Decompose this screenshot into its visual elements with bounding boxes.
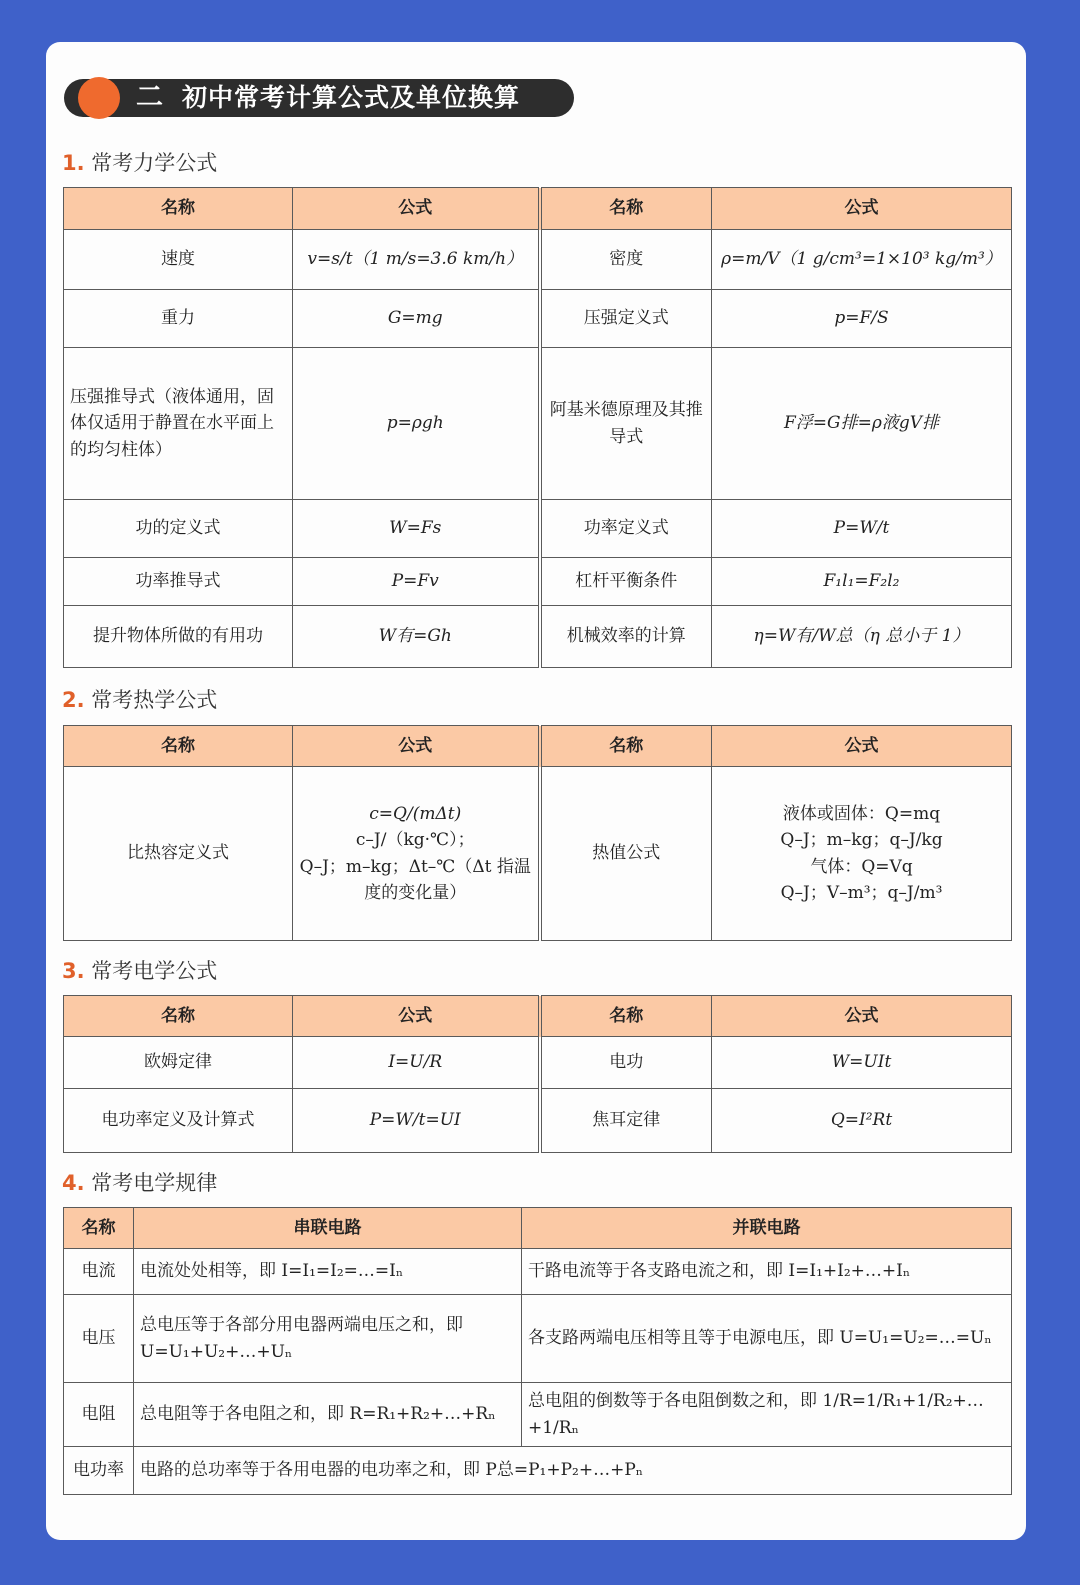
table-row (64, 348, 1012, 500)
section-title: 常考热学公式 (91, 688, 218, 712)
formula-name: 阿基米德原理及其推导式 (540, 348, 712, 500)
column-header-name: 名称 (64, 188, 293, 230)
table-row (64, 1383, 1012, 1447)
table-row (64, 1089, 1012, 1153)
formula: v=s/t（1 m/s=3.6 km/h） (293, 230, 540, 290)
section-number: 3. (62, 959, 85, 983)
law-name: 电阻 (64, 1383, 134, 1447)
series-rule: 总电阻等于各电阻之和，即 R=R₁+R₂+…+Rₙ (134, 1383, 522, 1447)
formula-block (712, 767, 1012, 941)
formula-line: 气体：Q=Vq (810, 856, 913, 877)
parallel-rule: 总电阻的倒数等于各电阻倒数之和，即 1/R=1/R₁+1/R₂+…+1/Rₙ (522, 1383, 1012, 1447)
section-number: 2. (62, 688, 85, 712)
parallel-rule: 干路电流等于各支路电流之和，即 I=I₁+I₂+…+Iₙ (522, 1249, 1012, 1295)
formula: F₁l₁=F₂l₂ (712, 558, 1012, 606)
formula: W有=Gh (293, 606, 540, 668)
column-header-formula: 公式 (293, 996, 540, 1037)
formula-name: 比热容定义式 (64, 767, 293, 941)
formula-name: 功率定义式 (540, 500, 712, 558)
section-heading-electric (62, 955, 217, 985)
section-heading-thermal (62, 684, 217, 714)
column-header-formula: 公式 (712, 188, 1012, 230)
section-heading-mechanics (62, 147, 217, 177)
section-banner (64, 79, 574, 117)
mechanics-table (63, 187, 1012, 668)
formula-name: 焦耳定律 (540, 1089, 712, 1153)
table-row (64, 606, 1012, 668)
section-title: 常考电学规律 (91, 1171, 218, 1195)
formula-name: 电功 (540, 1037, 712, 1089)
formula-name: 欧姆定律 (64, 1037, 293, 1089)
formula: F浮=G排=ρ液gV排 (712, 348, 1012, 500)
law-name: 电流 (64, 1249, 134, 1295)
formula: W=Fs (293, 500, 540, 558)
formula-name: 机械效率的计算 (540, 606, 712, 668)
formula: P=Fv (293, 558, 540, 606)
section-heading-laws (62, 1167, 217, 1197)
table-row (64, 500, 1012, 558)
formula: G=mg (293, 290, 540, 348)
formula-line: c–J/（kg·℃）； (355, 830, 475, 851)
formula: W=UIt (712, 1037, 1012, 1089)
section-title: 常考力学公式 (91, 151, 218, 175)
table-row (64, 1249, 1012, 1295)
thermal-table (63, 725, 1012, 941)
formula-name: 压强推导式（液体通用，固体仅适用于静置在水平面上的均匀柱体） (64, 348, 293, 500)
formula: P=W/t=UI (293, 1089, 540, 1153)
power-rule: 电路的总功率等于各用电器的电功率之和，即 P总=P₁+P₂+…+Pₙ (134, 1447, 1012, 1495)
formula-name: 功的定义式 (64, 500, 293, 558)
table-row (64, 558, 1012, 606)
table-row (64, 1037, 1012, 1089)
formula: I=U/R (293, 1037, 540, 1089)
orange-dot-icon (78, 77, 120, 119)
formula-name: 电功率定义及计算式 (64, 1089, 293, 1153)
series-rule: 电流处处相等，即 I=I₁=I₂=…=Iₙ (134, 1249, 522, 1295)
formula-line: Q–J；m–kg；q–J/kg (780, 830, 943, 851)
formula: η=W有/W总（η 总小于 1） (712, 606, 1012, 668)
formula-name: 提升物体所做的有用功 (64, 606, 293, 668)
column-header-parallel: 并联电路 (522, 1208, 1012, 1249)
table-row (64, 767, 1012, 941)
table-row (64, 290, 1012, 348)
law-name: 电压 (64, 1295, 134, 1383)
electric-table (63, 995, 1012, 1153)
formula-name: 速度 (64, 230, 293, 290)
section-number: 4. (62, 1171, 85, 1195)
laws-table (63, 1207, 1012, 1495)
formula-name: 杠杆平衡条件 (540, 558, 712, 606)
formula-name: 功率推导式 (64, 558, 293, 606)
column-header-formula: 公式 (293, 188, 540, 230)
table-row (64, 1295, 1012, 1383)
section-number: 1. (62, 151, 85, 175)
formula-block (293, 767, 540, 941)
series-rule: 总电压等于各部分用电器两端电压之和，即 U=U₁+U₂+…+Uₙ (134, 1295, 522, 1383)
column-header-formula: 公式 (712, 726, 1012, 767)
formula-line: 液体或固体：Q=mq (782, 803, 941, 824)
formula: ρ=m/V（1 g/cm³=1×10³ kg/m³） (712, 230, 1012, 290)
section-title: 常考电学公式 (91, 959, 218, 983)
table-row (64, 230, 1012, 290)
column-header-name: 名称 (64, 1208, 134, 1249)
parallel-rule: 各支路两端电压相等且等于电源电压，即 U=U₁=U₂=…=Uₙ (522, 1295, 1012, 1383)
formula: p=F/S (712, 290, 1012, 348)
formula-line: Q–J；m–kg；Δt–℃（Δt 指温度的变化量） (299, 856, 531, 903)
formula-name: 热值公式 (540, 767, 712, 941)
formula-name: 重力 (64, 290, 293, 348)
column-header-name: 名称 (540, 996, 712, 1037)
banner-title: 初中常考计算公式及单位换算 (182, 83, 521, 112)
banner-number: 二 (136, 82, 163, 113)
formula: P=W/t (712, 500, 1012, 558)
column-header-series: 串联电路 (134, 1208, 522, 1249)
column-header-name: 名称 (64, 726, 293, 767)
formula-name: 密度 (540, 230, 712, 290)
column-header-formula: 公式 (712, 996, 1012, 1037)
law-name: 电功率 (64, 1447, 134, 1495)
formula: p=ρgh (293, 348, 540, 500)
formula: Q=I²Rt (712, 1089, 1012, 1153)
column-header-formula: 公式 (293, 726, 540, 767)
formula-line: Q–J；V–m³；q–J/m³ (780, 882, 943, 903)
column-header-name: 名称 (540, 726, 712, 767)
column-header-name: 名称 (540, 188, 712, 230)
table-row (64, 1447, 1012, 1495)
column-header-name: 名称 (64, 996, 293, 1037)
formula-name: 压强定义式 (540, 290, 712, 348)
formula-line: c=Q/(mΔt) (369, 803, 462, 824)
